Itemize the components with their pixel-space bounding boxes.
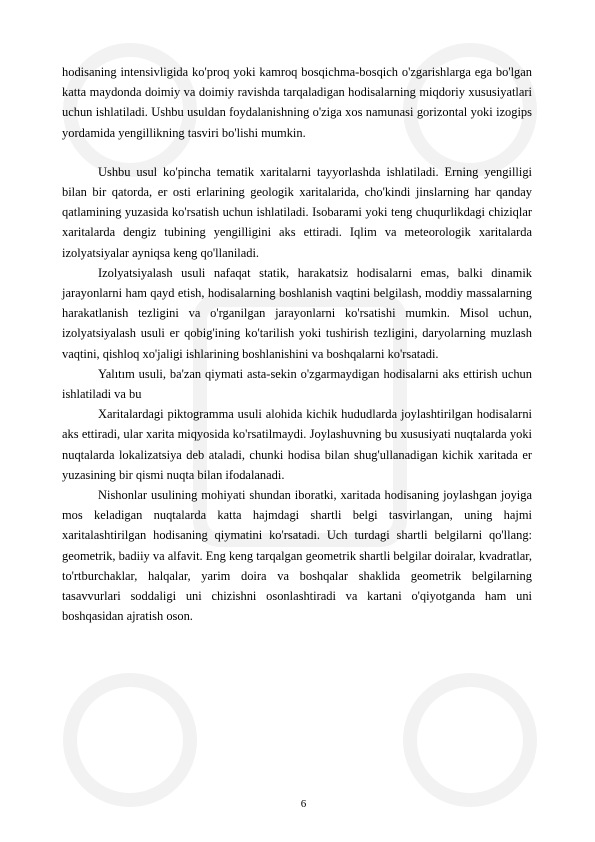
paragraph-3: Izolyatsiyalash usuli nafaqat statik, harakatsiz hodisalarni emas, balki dinamik jarayonlarni ham qayd etish, hodisalarning boshlanish vaqtini belgilash, moddiy massalarning harakatlanish tezligini va o'rganilgan jarayonlarni ko'rsatishi mumkin. Misol uchun, izolyatsiyalash usuli er qobig'ining ko'tarilish yoki tushirish tezligini, daryolarning muzlash vaqtini, qishloq xo'jaligi ishlarining boshlanishini va boshqalarni ko'rsatadi. (62, 265, 532, 361)
paragraph-1: hodisaning intensivligida ko'proq yoki kamroq bosqichma-bosqich o'zgarishlarga ega bo'lgan katta maydonda doimiy va doimiy ravishda tarqaladigan hodisalarning miqdoriy xususiyatlari uchun ishlatiladi. Ushbu usuldan foydalanishning o'ziga xos namunasi gorizontal yoki izogips yordamida yengillikning tasviri bo'lishi mumkin. (62, 65, 532, 140)
paragraph-2: Ushbu usul ko'pincha tematik xaritalarni tayyorlashda ishlatiladi. Erning yengilligi bilan bir qatorda, er osti erlarining geologik xaritalarida, cho'kindi jinslarning har qanday qatlamining yuzasida ko'rsatish uchun ishlatiladi. Isobarami yoki teng chuqurlikdagi chiziqlar xaritalarda dengiz tubining yengilligini aks ettiradi. Iqlim va meteorologik xaritalarda izolyatsiyalar ayniqsa keng qo'llaniladi. (62, 164, 532, 260)
paragraph-gap (62, 143, 532, 162)
page-number: 6 (300, 798, 307, 810)
paragraph-6: Nishonlar usulining mohiyati shundan iboratki, xaritada hodisaning joylashgan joyiga mos keladigan nuqtalarda katta hajmdagi shartli belgi tasvirlangan, uning hajmi xaritalashtirilgan hodisaning qiymatini ko'rsatadi. Uch turdagi shartli belgilarni qo'llang: geometrik, badiiy va alfavit. Eng keng tarqalgan geometrik shartli belgilar doiralar, kvadratlar, to'rtburchaklar, halqalar, yarim doira va boshqalar shaklida geometrik belgilarning tasavvurlari soddaligi uni chizishni osonlashtiradi va kartani o'qiyotganda ham uni boshqasidan ajratish oson. (62, 488, 532, 624)
document-body (62, 62, 532, 626)
paragraph-5: Xaritalardagi piktogramma usuli alohida kichik hududlarda joylashtirilgan hodisalarni aks ettiradi, ular xarita miqyosida ko'rsatilmaydi. Joylashuvning bu xususiyati nuqtalarda yoki nuqtalarda lokalizatsiya deb ataladi, chunki hodisa bilan shug'ullanadigan kichik xaritada er yuzasining bir qismi nuqta bilan ifodalanadi. (62, 407, 532, 482)
paragraph-4: Yalıtım usuli, ba'zan qiymati asta-sekin o'zgarmaydigan hodisalarni aks ettirish uchun ishlatiladi va bu (62, 366, 532, 402)
